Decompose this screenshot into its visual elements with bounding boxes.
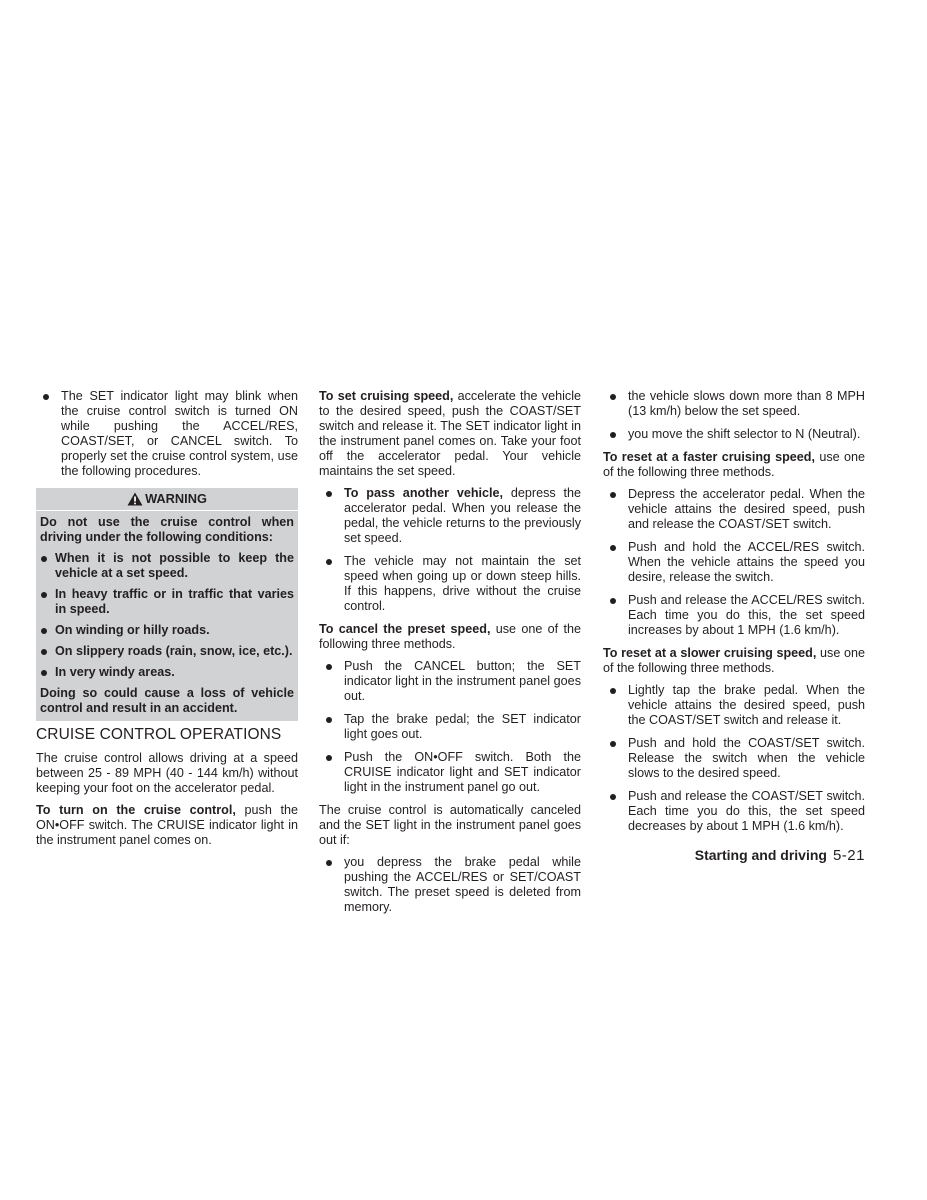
paragraph-text: use one of the following three methods. [319,622,581,651]
list-item: Lightly tap the brake pedal. When the vehicle attains the desired speed, push the COAST/SET switch and release it. [603,683,865,728]
faster-list [603,487,865,638]
list-item: Push the ON•OFF switch. Both the CRUISE indicator light and SET indicator light in the instrument panel go out. [319,750,581,795]
paragraph [319,389,581,479]
section-heading: CRUISE CONTROL OPERATIONS [36,726,282,743]
paragraph-text: use one of the following three methods. [603,450,865,479]
list-item: Push and release the ACCEL/RES switch. Each time you do this, the set speed increases by about 1 MPH (1.6 km/h). [603,593,865,638]
column-left [36,389,298,855]
bold-lead: To cancel the preset speed, [319,622,491,636]
column-right [603,389,865,842]
list-item: Push the CANCEL button; the SET indicator light in the instrument panel goes out. [319,659,581,704]
bold-lead: To set cruising speed, [319,389,454,403]
warning-title: WARNING [145,491,207,506]
paragraph-text: accelerate the vehicle to the desired speed, push the COAST/SET switch and release it. The SET indicator light in the instrument panel comes on. Take your foot off the accelerator pedal. Your vehicle maintains the set speed. [319,389,581,478]
list-item: you depress the brake pedal while pushing the ACCEL/RES or SET/COAST switch. The preset speed is deleted from memory. [319,855,581,915]
list-item: Depress the accelerator pedal. When the vehicle attains the desired speed, push and release the COAST/SET switch. [603,487,865,532]
warning-lead: Do not use the cruise control when driving under the following conditions: [40,515,294,544]
list-item: you move the shift selector to N (Neutral). [603,427,865,442]
warning-box [36,488,298,721]
auto-cancel-list-continued [603,389,865,442]
paragraph: The cruise control allows driving at a speed between 25 - 89 MPH (40 - 144 km/h) without keeping your foot on the accelerator pedal. [36,751,298,795]
list-item: The vehicle may not maintain the set speed when going up or down steep hills. If this happens, drive without the cruise control. [319,554,581,614]
bold-lead: To reset at a slower cruising speed, [603,646,817,660]
bold-lead: To turn on the cruise control, [36,803,236,817]
warning-item: On winding or hilly roads. [40,623,294,638]
paragraph [603,646,865,676]
auto-cancel-list [319,855,581,915]
column-middle [319,389,581,923]
warning-triangle-icon [127,492,143,506]
list-item: Push and hold the ACCEL/RES switch. When the vehicle attains the speed you desire, release the switch. [603,540,865,585]
paragraph [319,622,581,652]
list-item: Push and release the COAST/SET switch. Each time you do this, the set speed decreases by about 1 MPH (1.6 km/h). [603,789,865,834]
setting-list [319,486,581,614]
cancel-list [319,659,581,795]
paragraph [603,450,865,480]
warning-closing: Doing so could cause a loss of vehicle control and result in an accident. [40,686,294,715]
warning-item: In very windy areas. [40,665,294,680]
slower-list [603,683,865,834]
intro-list [36,389,298,479]
warning-list [40,551,294,680]
section-title: Starting and driving [694,847,827,863]
warning-item: On slippery roads (rain, snow, ice, etc.). [40,644,294,659]
page-footer [695,848,865,863]
list-item-text: depress the accelerator pedal. When you release the pedal, the vehicle returns to the previously set speed. [344,486,581,545]
list-item [319,486,581,546]
paragraph-text: use one of the following three methods. [603,646,865,675]
bold-lead: To pass another vehicle, [344,486,504,500]
paragraph-text: push the ON•OFF switch. The CRUISE indicator light in the instrument panel comes on. [36,803,298,847]
paragraph: The cruise control is automatically canceled and the SET light in the instrument panel goes out if: [319,803,581,847]
list-item: Tap the brake pedal; the SET indicator light goes out. [319,712,581,742]
paragraph [36,803,298,848]
list-item: The SET indicator light may blink when the cruise control switch is turned ON while pushing the ACCEL/RES, COAST/SET, or CANCEL switch. To properly set the cruise control system, use the following procedures. [36,389,298,479]
bold-lead: To reset at a faster cruising speed, [603,450,815,464]
warning-item: When it is not possible to keep the vehicle at a set speed. [40,551,294,581]
warning-header [36,488,298,511]
list-item: the vehicle slows down more than 8 MPH (13 km/h) below the set speed. [603,389,865,419]
page-number: 5-21 [832,847,865,864]
list-item: Push and hold the COAST/SET switch. Release the switch when the vehicle slows to the desired speed. [603,736,865,781]
warning-item: In heavy traffic or in traffic that varies in speed. [40,587,294,617]
